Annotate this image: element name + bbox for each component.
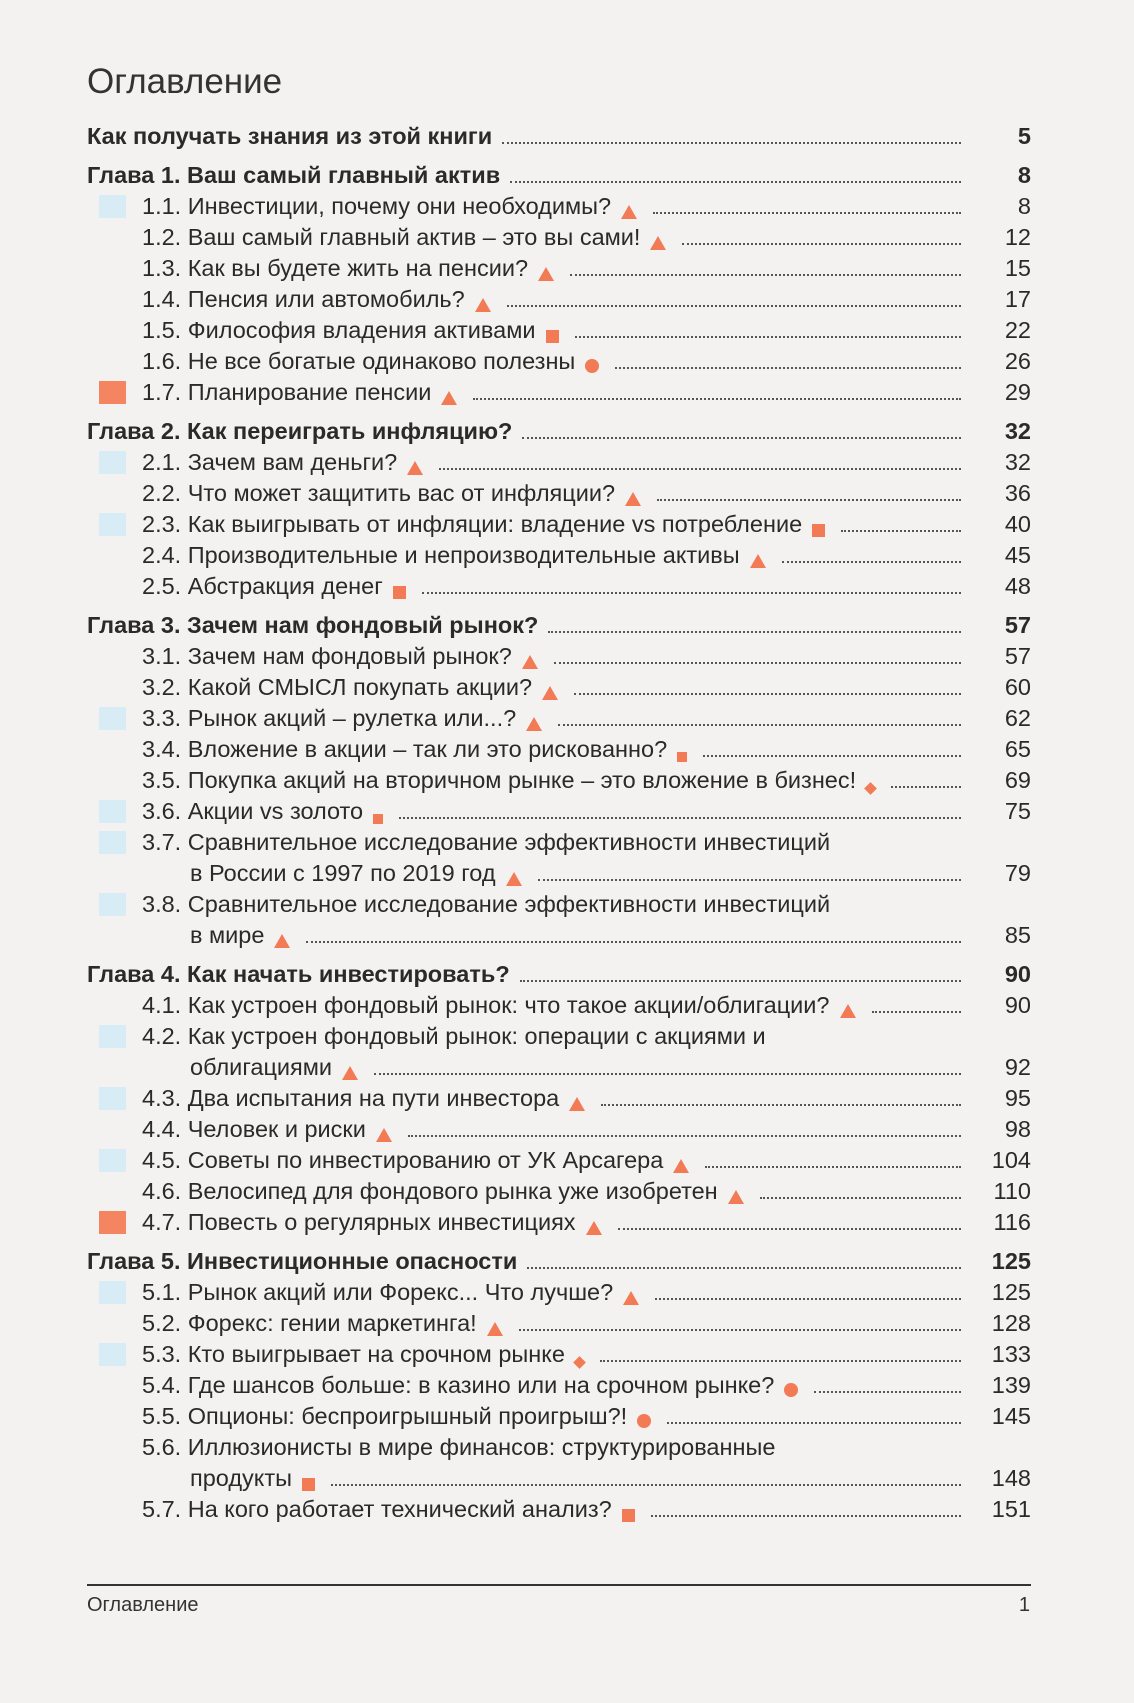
toc-entry-title: 4.7. Повесть о регулярных инвестициях: [142, 1209, 576, 1235]
triangle-marker-icon: [407, 461, 423, 475]
triangle-marker-icon: [623, 1291, 639, 1305]
toc-entry-title: 3.3. Рынок акций – рулетка или...?: [142, 705, 517, 731]
dot-leader: [558, 724, 961, 726]
triangle-marker-icon: [673, 1159, 689, 1173]
toc-entry-title: 1.2. Ваш самый главный актив – это вы сами!: [142, 224, 641, 250]
diamond-marker-icon: [864, 782, 877, 795]
toc-entry-title: 4.3. Два испытания на пути инвестора: [142, 1085, 560, 1111]
toc-entry-title: в России с 1997 по 2019 год: [190, 860, 496, 886]
toc-entry-title: 4.2. Как устроен фондовый рынок: операции с акциями и: [142, 1023, 766, 1049]
dot-leader: [554, 662, 961, 664]
toc-entry-row: [87, 796, 1031, 827]
toc-page-number: 125: [991, 1248, 1031, 1274]
toc-page-number: 92: [1004, 1054, 1031, 1080]
toc-entry-row: [87, 253, 1031, 284]
circle-marker-icon: [784, 1383, 798, 1397]
triangle-marker-icon: [376, 1128, 392, 1142]
dot-leader: [703, 755, 961, 757]
toc-entry-title: 2.4. Производительные и непроизводительные активы: [142, 542, 740, 568]
dot-leader: [891, 786, 961, 788]
toc-entry-row: [87, 889, 1031, 920]
dot-leader: [682, 243, 961, 245]
triangle-marker-icon: [342, 1066, 358, 1080]
toc-entry-title: 1.3. Как вы будете жить на пенсии?: [142, 255, 529, 281]
toc-page-number: 8: [1017, 193, 1031, 219]
dot-leader: [510, 181, 961, 183]
toc-page-number: 79: [1004, 860, 1031, 886]
triangle-marker-icon: [625, 492, 641, 506]
page-title: Оглавление: [87, 62, 283, 101]
toc-page-number: 104: [991, 1147, 1031, 1173]
margin-color-box: [99, 1025, 126, 1048]
triangle-marker-icon: [728, 1190, 744, 1204]
toc-page-number: 90: [1004, 992, 1031, 1018]
triangle-marker-icon: [621, 205, 637, 219]
triangle-marker-icon: [487, 1322, 503, 1336]
toc-entry-row: [87, 1308, 1031, 1339]
toc-entry-row: [87, 703, 1031, 734]
dot-leader: [439, 468, 961, 470]
dot-leader: [519, 1329, 961, 1331]
dot-leader: [522, 437, 961, 439]
diamond-marker-icon: [573, 1356, 586, 1369]
triangle-marker-icon: [750, 554, 766, 568]
margin-color-box: [99, 1343, 126, 1366]
toc-chapter-row: [87, 121, 1031, 152]
toc-entry-title: 1.1. Инвестиции, почему они необходимы?: [142, 193, 612, 219]
toc-page-number: 40: [1004, 511, 1031, 537]
dot-leader: [473, 398, 961, 400]
triangle-marker-icon: [569, 1097, 585, 1111]
margin-color-box: [99, 893, 126, 916]
toc-page-number: 85: [1004, 922, 1031, 948]
toc-entry-row: [87, 672, 1031, 703]
toc-entry-title: продукты: [190, 1465, 293, 1491]
toc-entry-title: Глава 5. Инвестиционные опасности: [87, 1248, 518, 1274]
toc-entry-row: [87, 1021, 1031, 1052]
toc-entry-title: Глава 1. Ваш самый главный актив: [87, 162, 501, 188]
toc-entry-row: [87, 1277, 1031, 1308]
margin-color-box: [99, 831, 126, 854]
toc-page-number: 36: [1004, 480, 1031, 506]
toc-entry-title: 5.3. Кто выигрывает на срочном рынке: [142, 1341, 565, 1367]
dot-leader: [374, 1073, 961, 1075]
margin-color-box: [99, 451, 126, 474]
toc-entry-title: 5.4. Где шансов больше: в казино или на срочном рынке?: [142, 1372, 775, 1398]
toc-entry-row: [87, 1114, 1031, 1145]
toc-entry-title: 2.1. Зачем вам деньги?: [142, 449, 398, 475]
toc-entry-title: 2.3. Как выигрывать от инфляции: владение vs потребление: [142, 511, 803, 537]
margin-color-box: [99, 800, 126, 823]
toc-entry-title: 5.1. Рынок акций или Форекс... Что лучше?: [142, 1279, 614, 1305]
toc-entry-title: 5.6. Иллюзионисты в мире финансов: структурированные: [142, 1434, 776, 1460]
toc-entry-row: [87, 222, 1031, 253]
toc-entry-title: Глава 2. Как переиграть инфляцию?: [87, 418, 513, 444]
toc-entry-title: 1.4. Пенсия или автомобиль?: [142, 286, 465, 312]
toc-entry-row: [87, 509, 1031, 540]
toc-page-number: 29: [1004, 379, 1031, 405]
dot-leader: [782, 561, 961, 563]
toc-entry-row: [87, 346, 1031, 377]
triangle-marker-icon: [650, 236, 666, 250]
triangle-marker-icon: [538, 267, 554, 281]
dot-leader: [527, 1267, 961, 1269]
toc-chapter-row: [87, 610, 1031, 641]
dot-leader: [570, 274, 961, 276]
toc-entry-row: [87, 1401, 1031, 1432]
toc-page-number: 65: [1004, 736, 1031, 762]
toc-entry-title: 1.6. Не все богатые одинаково полезны: [142, 348, 576, 374]
toc-entry-title: 1.7. Планирование пенсии: [142, 379, 432, 405]
triangle-marker-icon: [506, 872, 522, 886]
toc-entry-title: 5.5. Опционы: беспроигрышный проигрыш?!: [142, 1403, 628, 1429]
toc-page-number: 133: [991, 1341, 1031, 1367]
dot-leader: [306, 941, 961, 943]
toc-chapter-row: [87, 416, 1031, 447]
toc-entry-row: [87, 765, 1031, 796]
toc-entry-title: облигациями: [190, 1054, 333, 1080]
toc-entry-title: 3.7. Сравнительное исследование эффективности инвестиций: [142, 829, 831, 855]
square-marker-icon: [373, 814, 383, 824]
circle-marker-icon: [585, 359, 599, 373]
toc-entry-row: [87, 1432, 1031, 1463]
toc-entry-row: [87, 1083, 1031, 1114]
toc-entry-row: [87, 1052, 1031, 1083]
toc-entry-title: 4.1. Как устроен фондовый рынок: что такое акции/облигации?: [142, 992, 830, 1018]
toc-entry-row: [87, 1463, 1031, 1494]
triangle-marker-icon: [526, 717, 542, 731]
footer-label: Оглавление: [87, 1594, 199, 1616]
dot-leader: [657, 499, 961, 501]
toc-entry-row: [87, 478, 1031, 509]
dot-leader: [575, 336, 961, 338]
toc-page-number: 48: [1004, 573, 1031, 599]
square-marker-icon: [622, 1509, 635, 1522]
toc-page-number: 17: [1004, 286, 1031, 312]
margin-color-box: [99, 381, 126, 404]
dot-leader: [601, 1104, 961, 1106]
toc-entry-row: [87, 990, 1031, 1021]
dot-leader: [408, 1135, 961, 1137]
toc-page-number: 45: [1004, 542, 1031, 568]
toc-entry-title: 2.2. Что может защитить вас от инфляции?: [142, 480, 616, 506]
toc-page-number: 125: [991, 1279, 1031, 1305]
toc-page-number: 57: [1004, 643, 1031, 669]
triangle-marker-icon: [475, 298, 491, 312]
dot-leader: [841, 530, 961, 532]
toc-entry-row: [87, 571, 1031, 602]
toc-entry-title: 3.4. Вложение в акции – так ли это рискованно?: [142, 736, 668, 762]
toc-page-number: 12: [1004, 224, 1031, 250]
dot-leader: [520, 980, 961, 982]
margin-color-box: [99, 707, 126, 730]
toc-entry-title: 3.5. Покупка акций на вторичном рынке – это вложение в бизнес!: [142, 767, 857, 793]
square-marker-icon: [302, 1478, 315, 1491]
toc-page-number: 22: [1004, 317, 1031, 343]
toc-entry-row: [87, 1494, 1031, 1525]
square-marker-icon: [812, 524, 825, 537]
toc-entry-row: [87, 1207, 1031, 1238]
toc-entry-row: [87, 540, 1031, 571]
toc-page-number: 5: [1017, 123, 1031, 149]
toc-page-number: 15: [1004, 255, 1031, 281]
toc-entry-row: [87, 447, 1031, 478]
triangle-marker-icon: [522, 655, 538, 669]
toc-entry-row: [87, 641, 1031, 672]
toc-page-number: 8: [1017, 162, 1031, 188]
toc-entry-row: [87, 1145, 1031, 1176]
table-of-contents: [87, 121, 1031, 1525]
toc-page-number: 145: [991, 1403, 1031, 1429]
toc-entry-title: 3.8. Сравнительное исследование эффективности инвестиций: [142, 891, 831, 917]
dot-leader: [331, 1484, 961, 1486]
toc-page-number: 148: [991, 1465, 1031, 1491]
toc-entry-title: 5.7. На кого работает технический анализ?: [142, 1496, 612, 1522]
dot-leader: [538, 879, 961, 881]
toc-entry-title: 3.6. Акции vs золото: [142, 798, 364, 824]
dot-leader: [872, 1011, 962, 1013]
toc-entry-row: [87, 920, 1031, 951]
footer-page-number: 1: [1018, 1594, 1030, 1616]
dot-leader: [760, 1197, 961, 1199]
dot-leader: [655, 1298, 961, 1300]
toc-entry-title: 4.6. Велосипед для фондового рынка уже изобретен: [142, 1178, 718, 1204]
dot-leader: [502, 142, 961, 144]
dot-leader: [651, 1515, 961, 1517]
toc-entry-title: 5.2. Форекс: гении маркетинга!: [142, 1310, 477, 1336]
dot-leader: [422, 592, 961, 594]
toc-page-number: 90: [1004, 961, 1031, 987]
toc-page-number: 60: [1004, 674, 1031, 700]
toc-chapter-row: [87, 160, 1031, 191]
dot-leader: [705, 1166, 961, 1168]
square-marker-icon: [677, 752, 687, 762]
toc-page-number: 32: [1004, 449, 1031, 475]
toc-page-number: 151: [991, 1496, 1031, 1522]
toc-page-number: 128: [991, 1310, 1031, 1336]
dot-leader: [600, 1360, 961, 1362]
dot-leader: [814, 1391, 961, 1393]
dot-leader: [399, 817, 961, 819]
toc-page-number: 110: [993, 1178, 1031, 1204]
dot-leader: [667, 1422, 961, 1424]
dot-leader: [507, 305, 961, 307]
dot-leader: [615, 367, 961, 369]
toc-entry-title: 4.4. Человек и риски: [142, 1116, 366, 1142]
dot-leader: [574, 693, 961, 695]
toc-chapter-row: [87, 959, 1031, 990]
toc-entry-row: [87, 827, 1031, 858]
toc-page-number: 139: [991, 1372, 1031, 1398]
triangle-marker-icon: [542, 686, 558, 700]
margin-color-box: [99, 195, 126, 218]
toc-page-number: 26: [1004, 348, 1031, 374]
toc-entry-row: [87, 1339, 1031, 1370]
dot-leader: [618, 1228, 961, 1230]
square-marker-icon: [393, 586, 406, 599]
toc-entry-row: [87, 1176, 1031, 1207]
toc-page-number: 69: [1004, 767, 1031, 793]
toc-entry-row: [87, 1370, 1031, 1401]
toc-entry-row: [87, 284, 1031, 315]
toc-entry-row: [87, 315, 1031, 346]
dot-leader: [548, 631, 961, 633]
triangle-marker-icon: [441, 391, 457, 405]
margin-color-box: [99, 513, 126, 536]
toc-entry-title: Глава 3. Зачем нам фондовый рынок?: [87, 612, 539, 638]
toc-page-number: 75: [1004, 798, 1031, 824]
margin-color-box: [99, 1087, 126, 1110]
dot-leader: [653, 212, 961, 214]
square-marker-icon: [546, 330, 559, 343]
toc-entry-row: [87, 858, 1031, 889]
margin-color-box: [99, 1281, 126, 1304]
toc-chapter-row: [87, 1246, 1031, 1277]
toc-entry-title: в мире: [190, 922, 265, 948]
toc-page-number: 62: [1004, 705, 1031, 731]
margin-color-box: [99, 1211, 126, 1234]
toc-entry-row: [87, 734, 1031, 765]
toc-entry-title: Как получать знания из этой книги: [87, 123, 493, 149]
toc-entry-row: [87, 191, 1031, 222]
triangle-marker-icon: [840, 1004, 856, 1018]
toc-entry-title: 3.2. Какой СМЫСЛ покупать акции?: [142, 674, 533, 700]
circle-marker-icon: [637, 1414, 651, 1428]
toc-page-number: 57: [1004, 612, 1031, 638]
toc-page-number: 98: [1004, 1116, 1031, 1142]
toc-entry-title: 1.5. Философия владения активами: [142, 317, 536, 343]
toc-entry-title: 3.1. Зачем нам фондовый рынок?: [142, 643, 512, 669]
toc-entry-title: Глава 4. Как начать инвестировать?: [87, 961, 510, 987]
triangle-marker-icon: [586, 1221, 602, 1235]
toc-entry-row: [87, 377, 1031, 408]
toc-page-number: 95: [1004, 1085, 1031, 1111]
toc-page-number: 116: [993, 1209, 1031, 1235]
footer-divider: [87, 1584, 1031, 1586]
triangle-marker-icon: [274, 934, 290, 948]
toc-entry-title: 4.5. Советы по инвестированию от УК Арсагера: [142, 1147, 664, 1173]
toc-entry-title: 2.5. Абстракция денег: [142, 573, 383, 599]
margin-color-box: [99, 1149, 126, 1172]
toc-page-number: 32: [1004, 418, 1031, 444]
